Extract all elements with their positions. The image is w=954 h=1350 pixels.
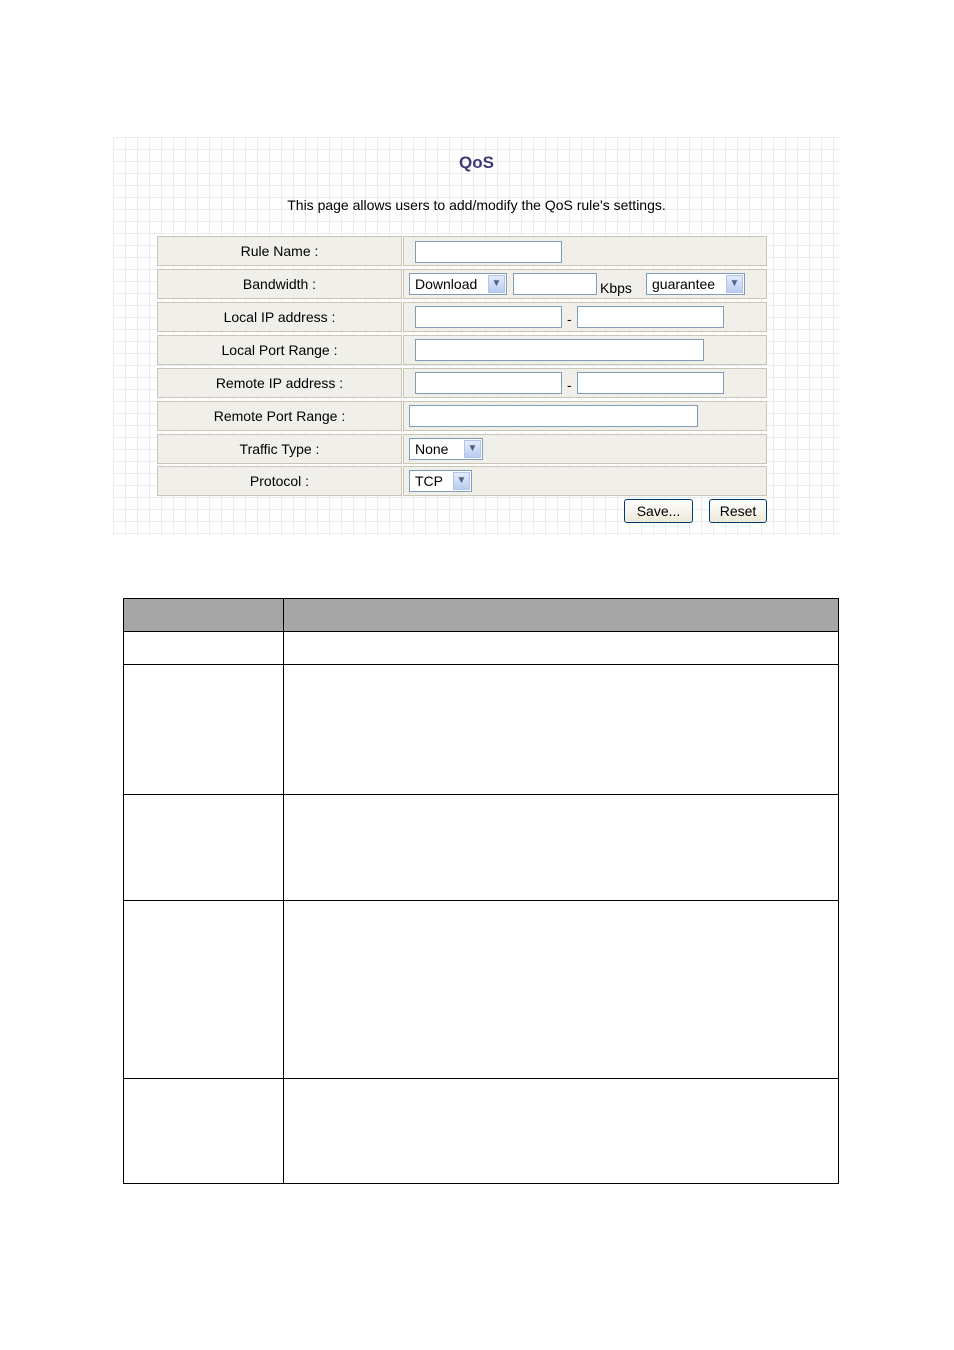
- row-remote-ip: [157, 368, 767, 398]
- remote-ip-label: Remote IP address :: [157, 368, 402, 398]
- row-remote-port: [157, 401, 767, 431]
- bandwidth-mode-select[interactable]: guarantee ▼: [646, 273, 745, 295]
- page-description: This page allows users to add/modify the QoS rule's settings.: [287, 197, 666, 213]
- traffic-type-select[interactable]: None ▼: [409, 438, 483, 460]
- row-protocol: [157, 466, 767, 496]
- bandwidth-unit: Kbps: [600, 280, 632, 296]
- save-button[interactable]: Save...: [624, 499, 693, 523]
- remote-port-label: Remote Port Range :: [157, 401, 402, 431]
- bandwidth-label: Bandwidth :: [157, 269, 402, 299]
- reset-button[interactable]: Reset: [709, 499, 767, 523]
- row-bandwidth: [157, 269, 767, 299]
- local-ip-end-input[interactable]: [577, 306, 724, 328]
- traffic-type-label: Traffic Type :: [157, 434, 402, 464]
- qos-screenshot: [113, 137, 840, 535]
- ip-separator: -: [567, 311, 572, 327]
- row-traffic-type: [157, 434, 767, 464]
- table-header-row: [124, 599, 839, 632]
- local-ip-start-input[interactable]: [415, 306, 562, 328]
- chevron-down-icon: ▼: [464, 440, 481, 458]
- table-header-cell: [124, 599, 284, 632]
- description-table: [123, 598, 839, 1184]
- local-ip-label: Local IP address :: [157, 302, 402, 332]
- remote-port-input[interactable]: [409, 405, 698, 427]
- chevron-down-icon: ▼: [453, 472, 470, 490]
- rule-name-label: Rule Name :: [157, 236, 402, 266]
- bandwidth-input[interactable]: [513, 273, 597, 295]
- table-row: [124, 1079, 839, 1184]
- remote-ip-start-input[interactable]: [415, 372, 562, 394]
- ip-separator: -: [567, 377, 572, 393]
- table-header-cell: [283, 599, 838, 632]
- table-row: [124, 665, 839, 795]
- protocol-select[interactable]: TCP ▼: [409, 470, 472, 492]
- page-title: QoS: [459, 153, 494, 172]
- table-row: [124, 632, 839, 665]
- row-local-ip: [157, 302, 767, 332]
- table-row: [124, 795, 839, 901]
- protocol-label: Protocol :: [157, 466, 402, 496]
- rule-name-input[interactable]: [415, 241, 562, 263]
- row-rule-name: [157, 236, 767, 266]
- bandwidth-direction-select[interactable]: Download ▼: [409, 273, 507, 295]
- chevron-down-icon: ▼: [488, 275, 505, 293]
- local-port-input[interactable]: [415, 339, 704, 361]
- row-local-port: [157, 335, 767, 365]
- local-port-label: Local Port Range :: [157, 335, 402, 365]
- chevron-down-icon: ▼: [726, 275, 743, 293]
- table-row: [124, 901, 839, 1079]
- remote-ip-end-input[interactable]: [577, 372, 724, 394]
